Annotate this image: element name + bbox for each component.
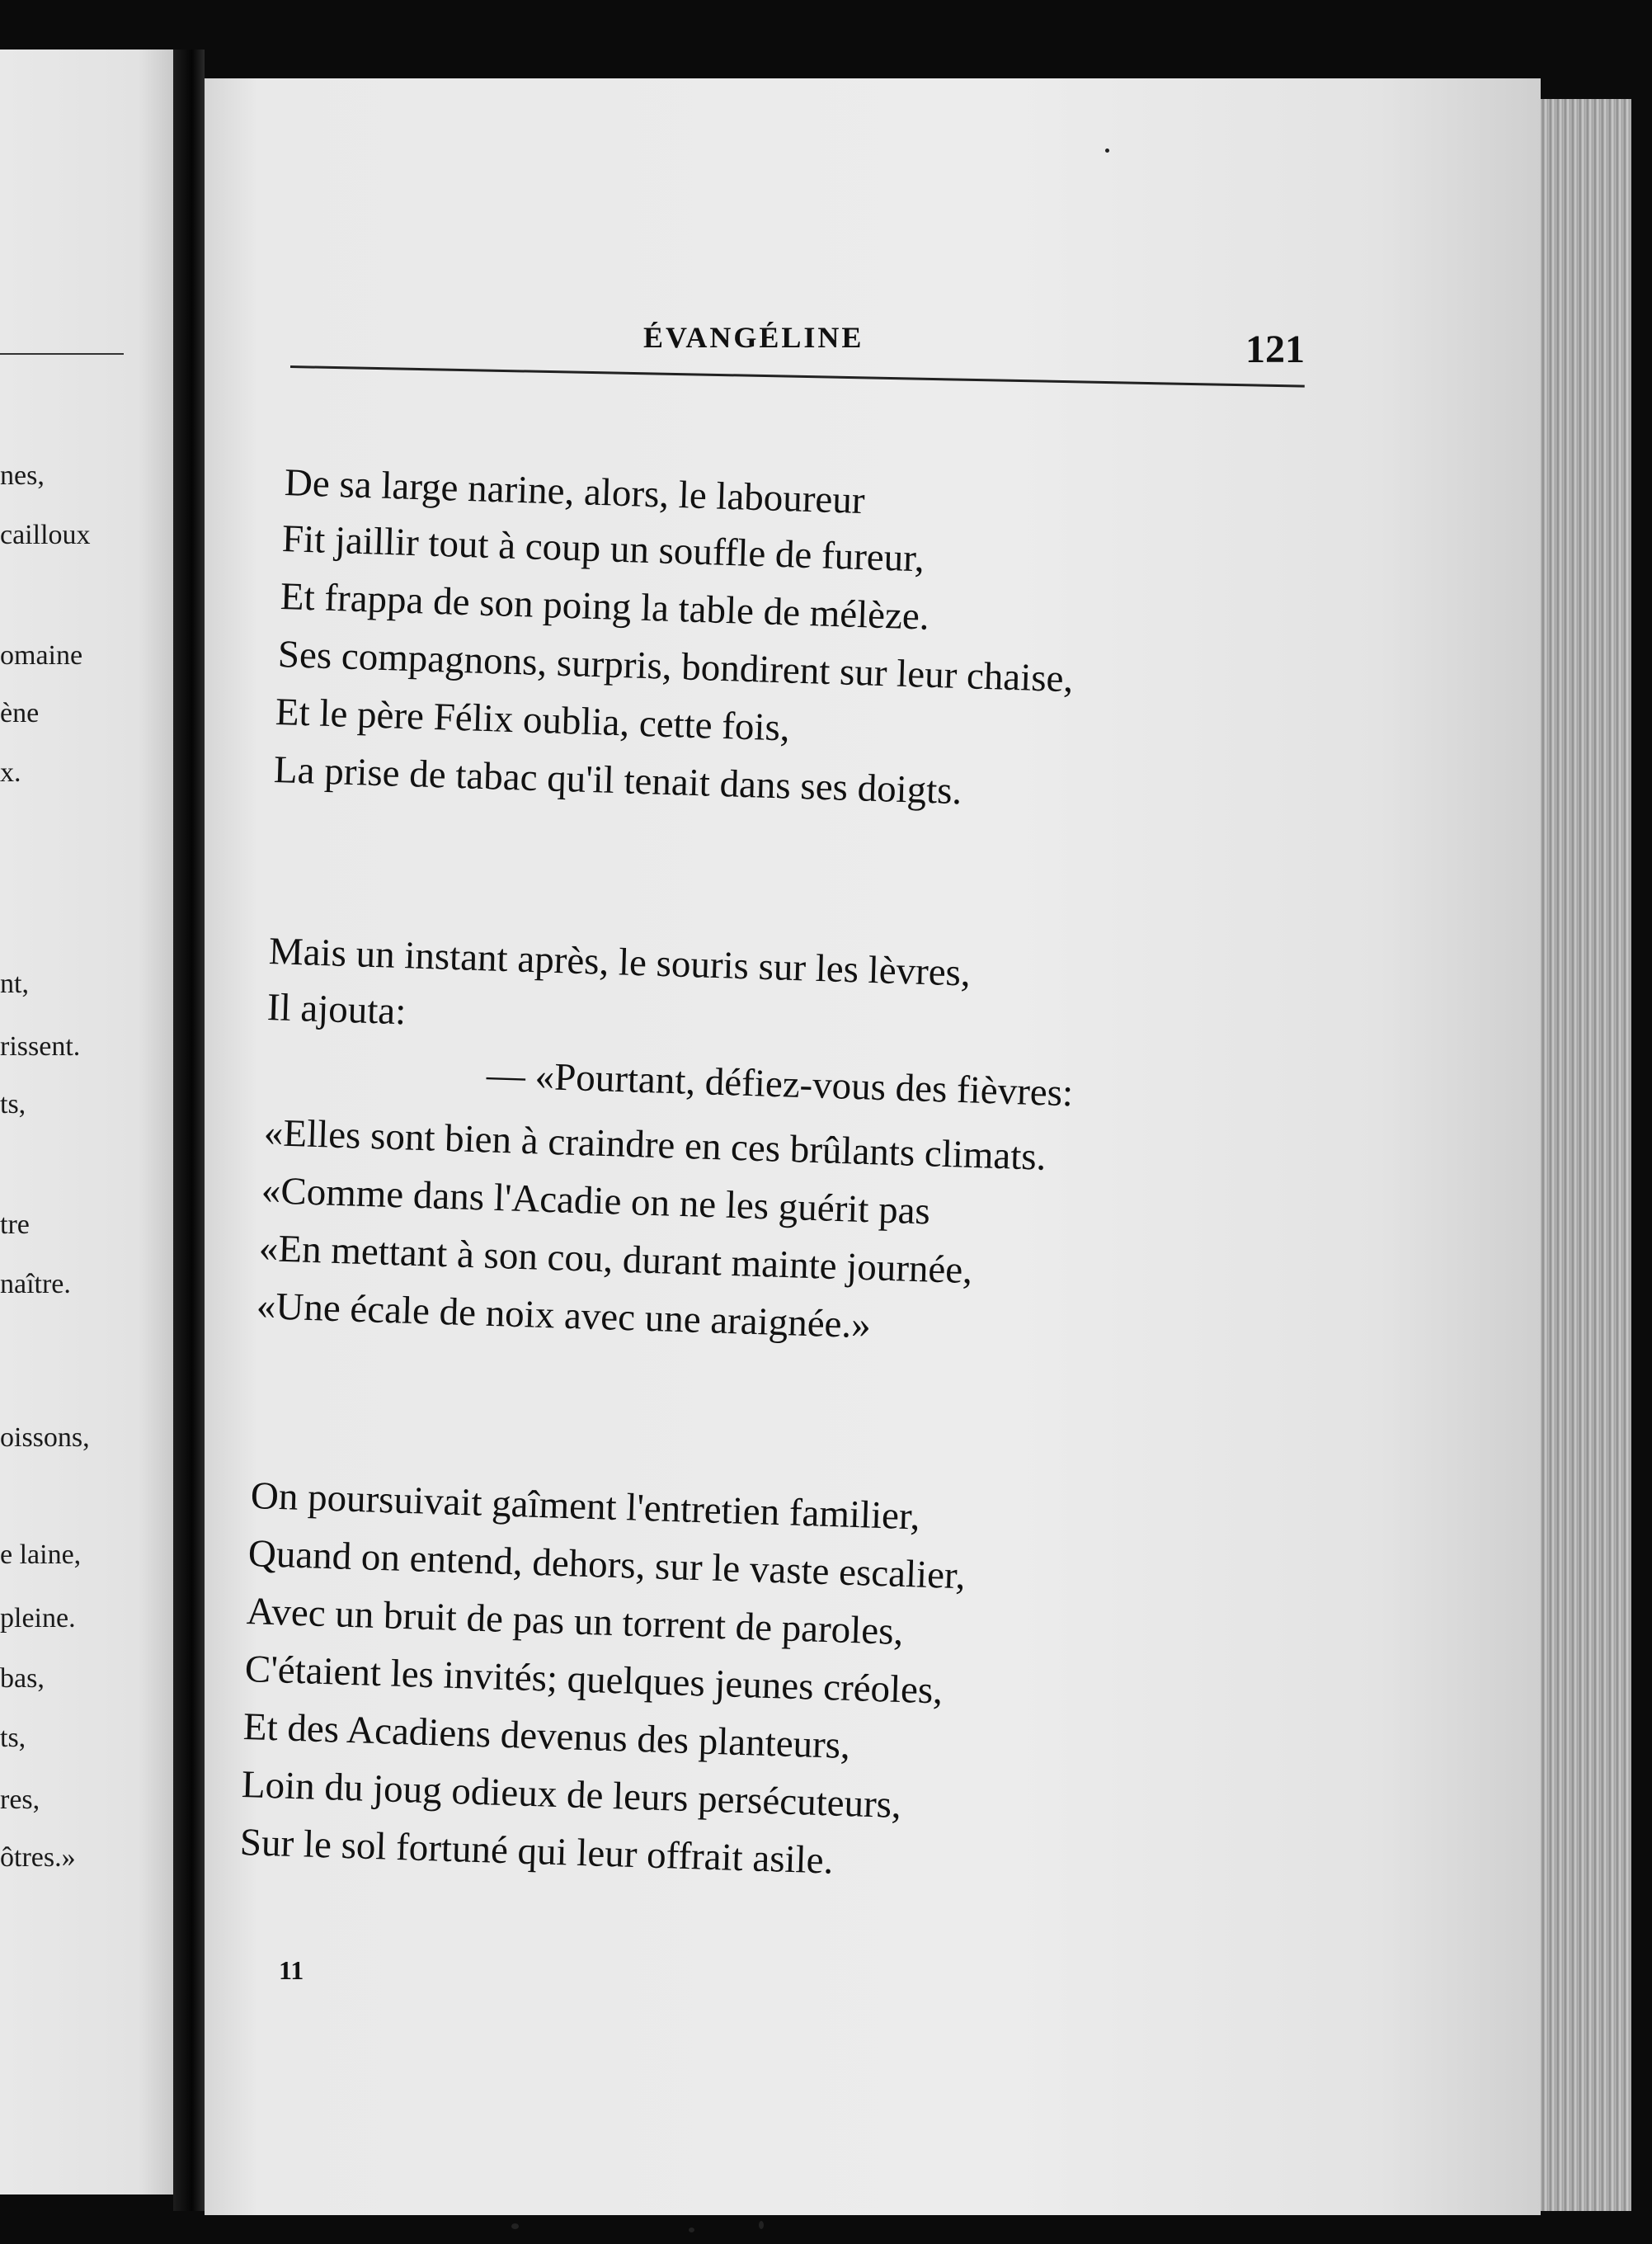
verse-line: Il ajouta: (266, 986, 407, 1034)
verse-line: Ses compagnons, surpris, bondirent sur leur chaise, (277, 633, 1074, 701)
left-page-fragment: ts, (0, 1723, 26, 1753)
verse-line: Et frappa de son poing la table de mélèze. (280, 575, 930, 639)
left-page-fragment: oissons, (0, 1422, 90, 1453)
left-page-fragment: omaine (0, 640, 83, 671)
verse-line: «Une écale de noix avec une araignée.» (256, 1285, 872, 1347)
left-page (0, 50, 173, 2194)
verse-line: C'étaient les invités; quelques jeunes créoles, (244, 1648, 944, 1713)
page-edges (1541, 99, 1631, 2211)
verse-line: «Comme dans l'Acadie on ne les guérit pas (261, 1169, 931, 1233)
scan-speck (1105, 148, 1109, 153)
verse-line: Loin du joug odieux de leurs persécuteurs, (241, 1763, 902, 1827)
verse-line: — «Pourtant, défiez-vous des fièvres: (486, 1054, 1074, 1115)
left-page-fragment: rissent. (0, 1031, 81, 1062)
verse-line: De sa large narine, alors, le laboureur (284, 461, 866, 523)
left-page-fragment: nes, (0, 460, 45, 491)
verse-line: Avec un bruit de pas un torrent de paroles, (246, 1590, 905, 1654)
verse-line: Sur le sol fortuné qui leur offrait asile. (239, 1821, 835, 1883)
left-page-fragment: res, (0, 1784, 40, 1815)
left-page-fragment: pleine. (0, 1603, 76, 1634)
verse-line: Mais un instant après, le souris sur les lèvres, (268, 930, 972, 995)
left-page-fragment: ts, (0, 1089, 26, 1120)
left-page-fragment: bas, (0, 1663, 45, 1694)
left-page-fragment: x. (0, 757, 21, 788)
left-page-fragment: e laine, (0, 1539, 82, 1570)
verse-line: Et le père Félix oublia, cette fois, (275, 691, 791, 750)
book-gutter (173, 50, 205, 2211)
verse-line: Quand on entend, dehors, sur le vaste escalier, (247, 1532, 967, 1598)
scan-speck (511, 2223, 519, 2229)
left-page-rule (0, 353, 124, 355)
verse-line: La prise de tabac qu'il tenait dans ses doigts. (273, 748, 963, 813)
signature-mark: 11 (279, 1955, 304, 1985)
verse-line: «Elles sont bien à craindre en ces brûlants climats. (263, 1111, 1047, 1179)
left-page-fragment: tre (0, 1209, 30, 1240)
page-number: 121 (1245, 328, 1305, 371)
verse-line: Et des Acadiens devenus des planteurs, (242, 1705, 851, 1768)
left-page-fragment: cailloux (0, 520, 91, 550)
scan-speck (759, 2221, 764, 2229)
running-head: ÉVANGÉLINE (643, 321, 864, 354)
verse-line: Fit jaillir tout à coup un souffle de fureur, (281, 517, 925, 581)
verse-line: On poursuivait gaîment l'entretien familier, (250, 1474, 921, 1539)
left-page-fragment: ôtres.» (0, 1842, 76, 1873)
left-page-fragment: nt, (0, 969, 29, 999)
verse-line: «En mettant à son cou, durant mainte journée, (258, 1227, 973, 1293)
left-page-fragment: naître. (0, 1269, 71, 1299)
left-page-fragment: ène (0, 698, 40, 728)
scan-speck (689, 2228, 694, 2232)
